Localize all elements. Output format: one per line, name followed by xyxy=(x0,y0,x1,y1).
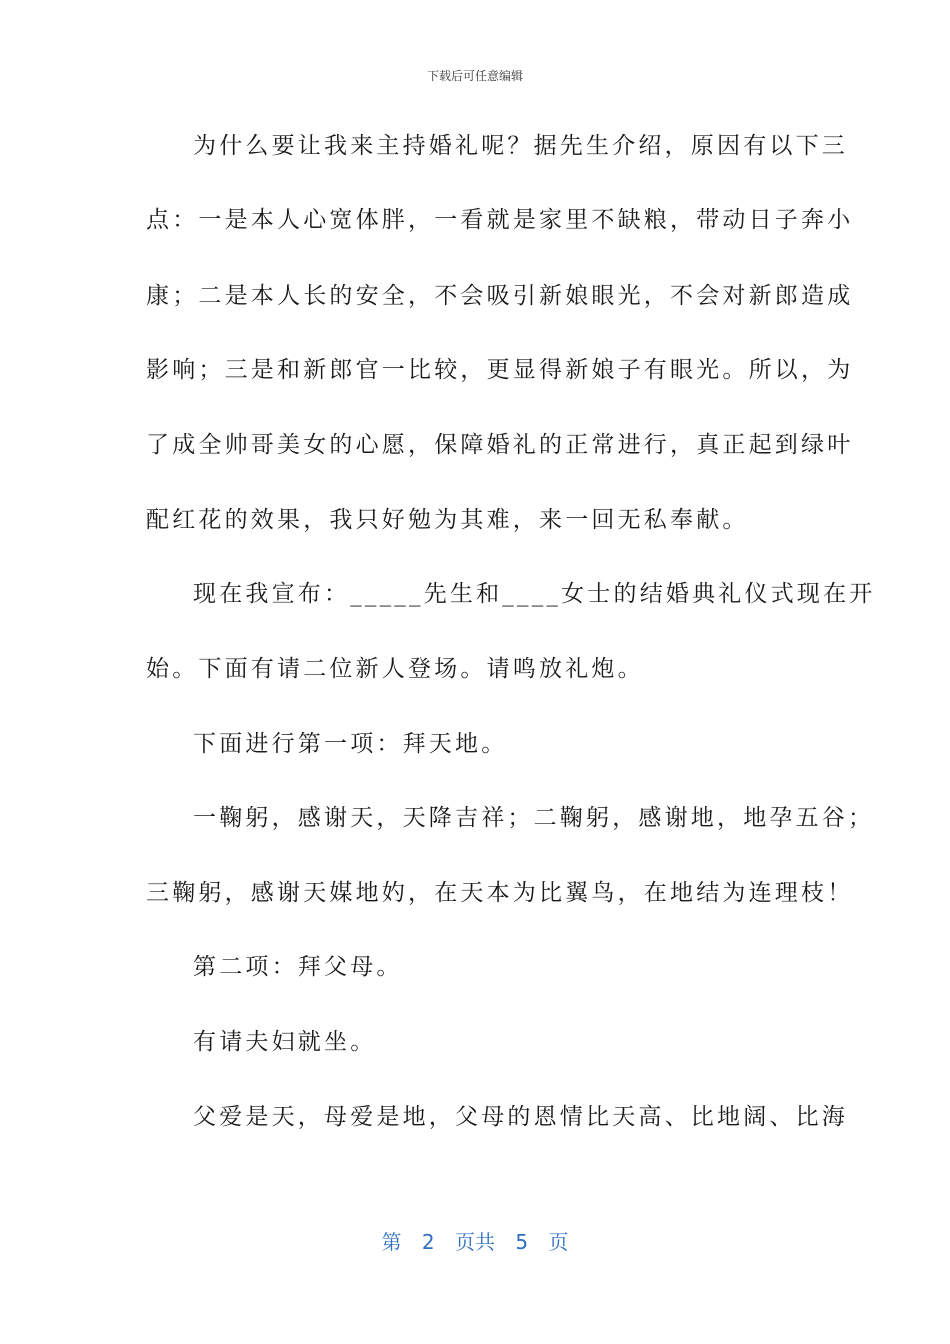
text-line: 了成全帅哥美女的心愿，保障婚礼的正常进行，真正起到绿叶 xyxy=(146,432,854,458)
text-line: 有请夫妇就坐。 xyxy=(193,1029,377,1055)
text-line: 配红花的效果，我只好勉为其难，来一回无私奉献。 xyxy=(146,507,749,533)
text-line: 康；二是本人长的安全，不会吸引新娘眼光，不会对新郎造成 xyxy=(146,283,854,309)
page-footer xyxy=(0,1226,950,1255)
text-line: 现在我宣布：_____先生和____女士的结婚典礼仪式现在开 xyxy=(193,581,876,607)
text-line: 为什么要让我来主持婚礼呢？据先生介绍，原因有以下三 xyxy=(193,133,848,159)
total-label: 页共 xyxy=(455,1230,495,1254)
page-number: 2 xyxy=(421,1230,435,1254)
text-line: 影响；三是和新郎官一比较，更显得新娘子有眼光。所以，为 xyxy=(146,357,854,383)
total-pages: 5 xyxy=(515,1230,529,1254)
page-suffix: 页 xyxy=(548,1230,569,1254)
text-line: 始。下面有请二位新人登场。请鸣放礼炮。 xyxy=(146,656,644,682)
page-label: 第 xyxy=(381,1230,402,1254)
text-line: 点：一是本人心宽体胖，一看就是家里不缺粮，带动日子奔小 xyxy=(146,207,854,233)
text-line: 三鞠躬，感谢天媒地妁，在天本为比翼鸟，在地结为连理枝！ xyxy=(146,880,854,906)
text-line: 一鞠躬，感谢天，天降吉祥；二鞠躬，感谢地，地孕五谷； xyxy=(193,805,875,831)
page-header: 下载后可任意编辑 xyxy=(426,69,523,83)
text-line: 下面进行第一项：拜天地。 xyxy=(193,731,508,757)
text-line: 父爱是天，母爱是地，父母的恩情比天高、比地阔、比海 xyxy=(193,1104,848,1130)
text-line: 第二项：拜父母。 xyxy=(193,954,403,980)
